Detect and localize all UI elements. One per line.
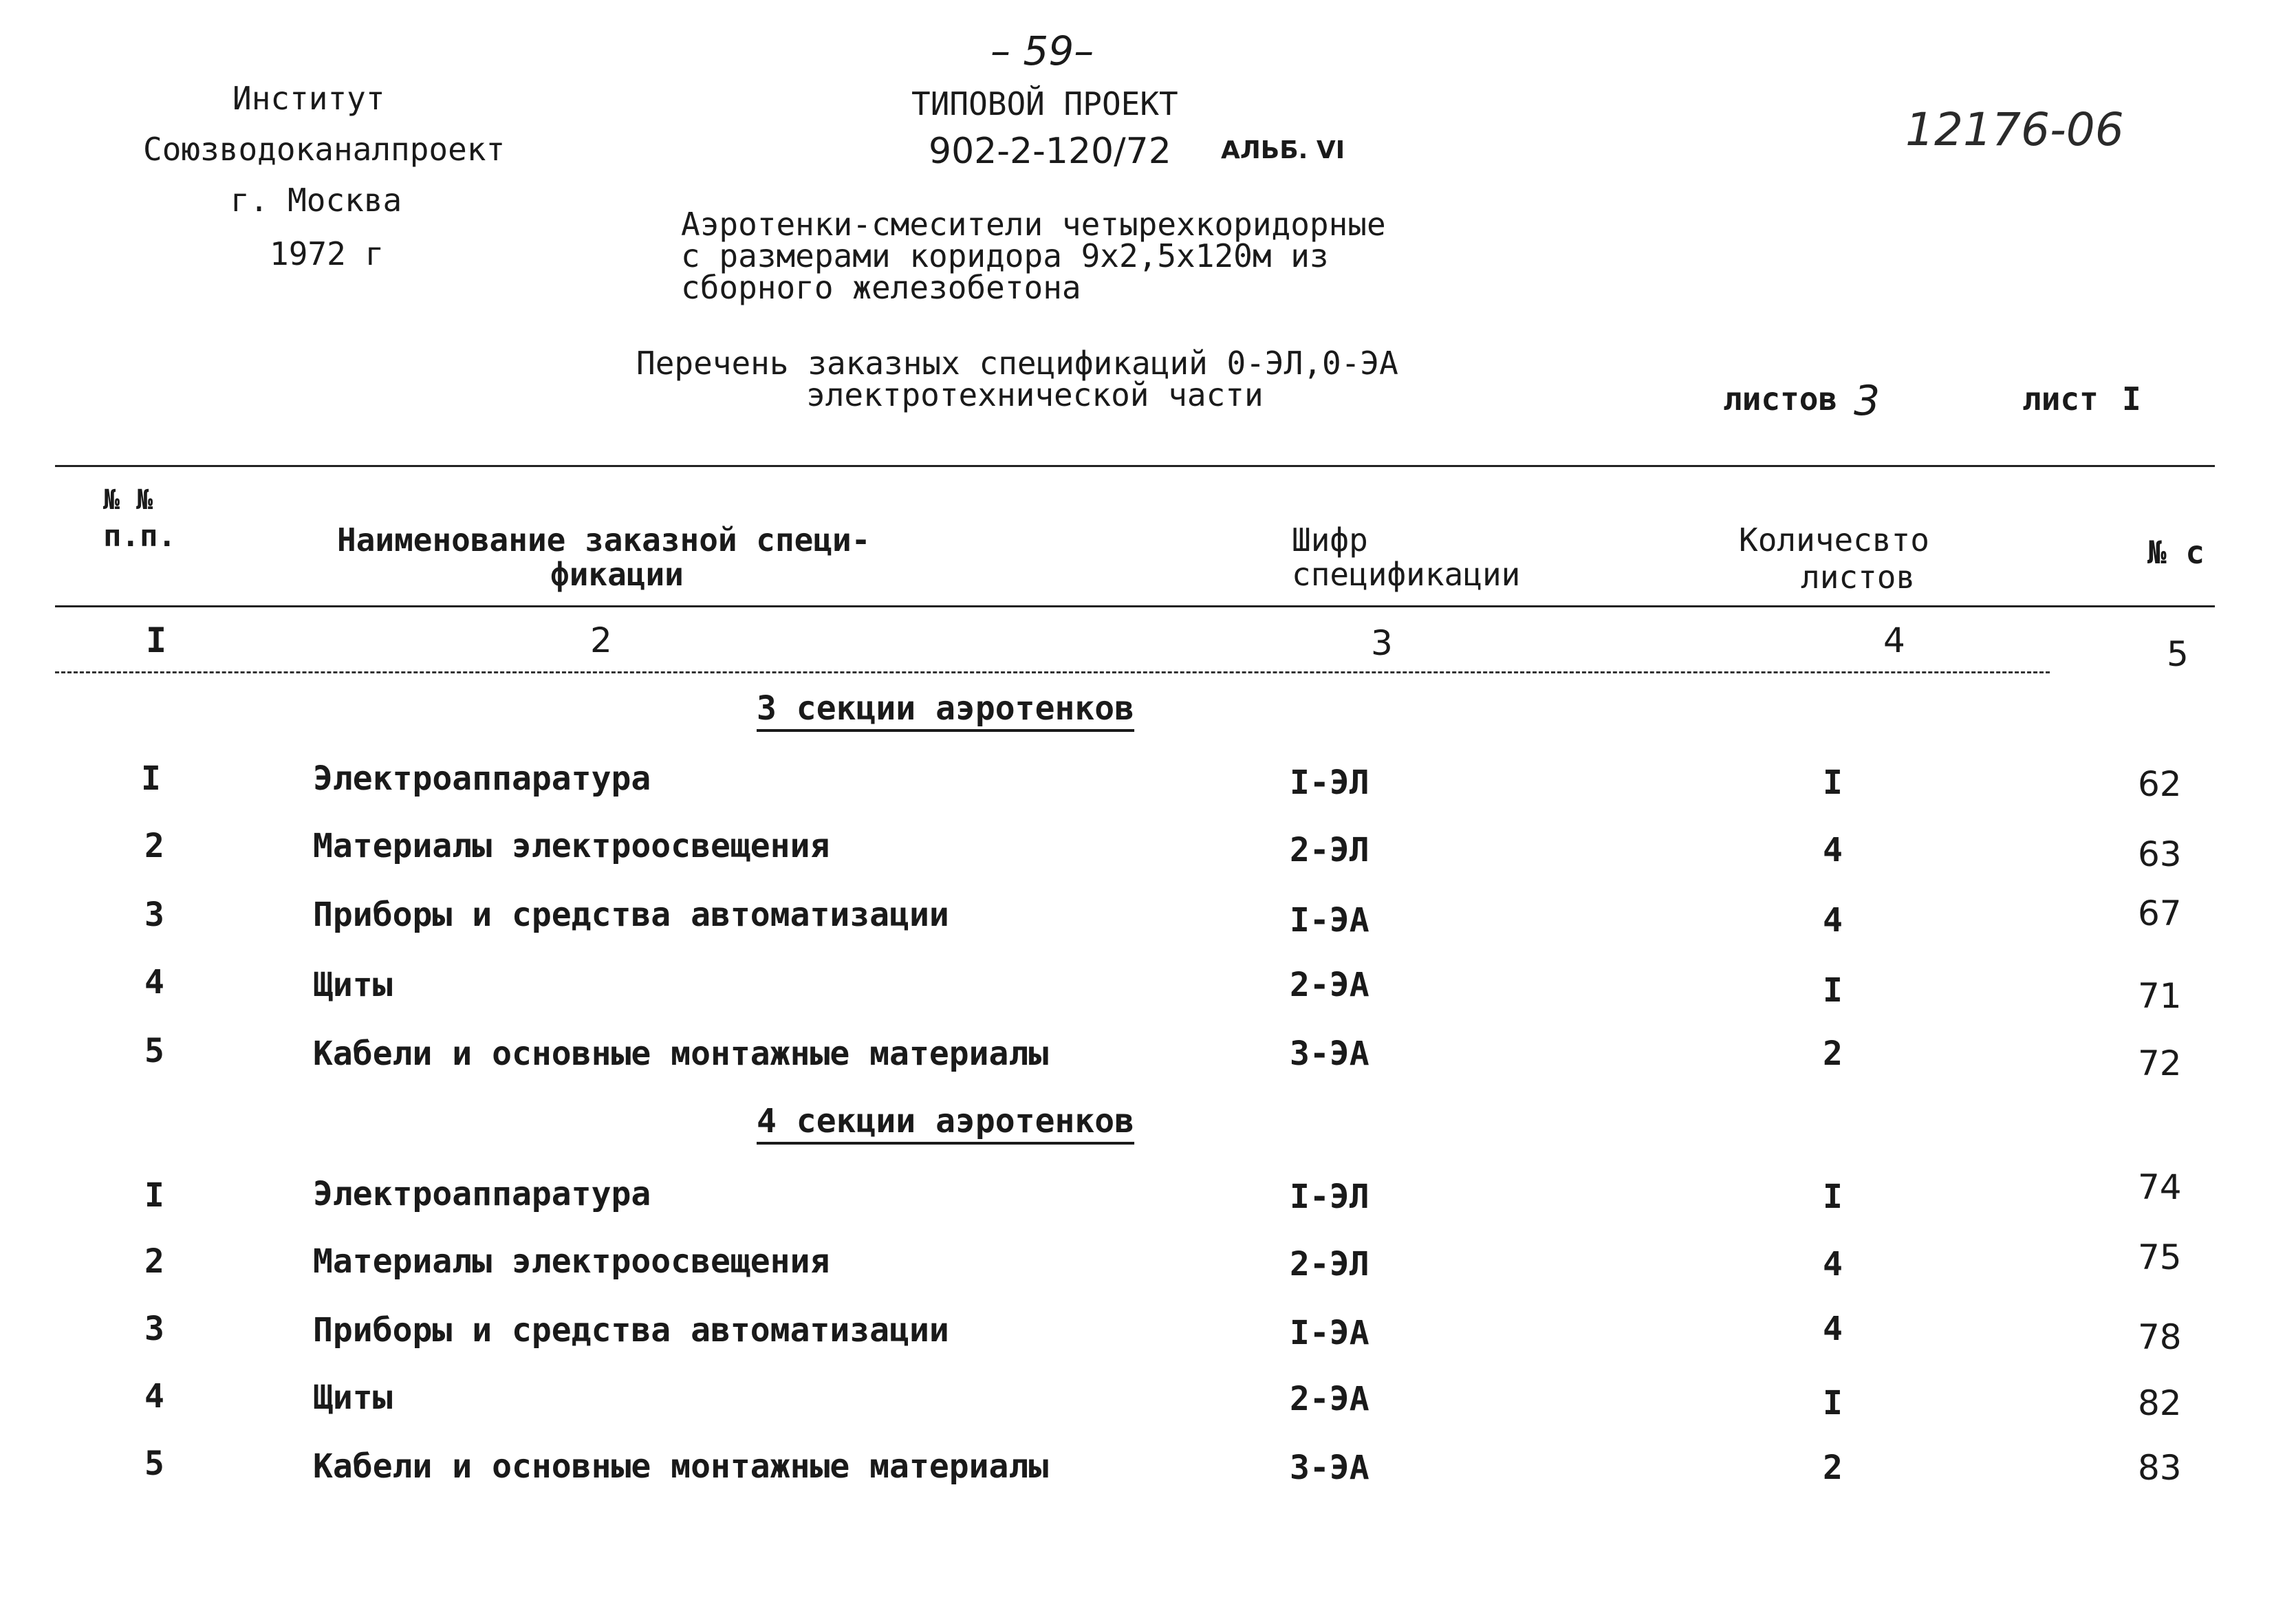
project-type-label: ТИПОВОЙ ПРОЕКТ	[911, 85, 1178, 122]
row-num: 2	[144, 1242, 164, 1281]
row-page: 62	[2138, 764, 2182, 804]
title-line-3: сборного железобетона	[681, 269, 1081, 306]
column-number: 4	[1883, 620, 1905, 660]
subtitle-line-2: электротехнической части	[806, 376, 1264, 413]
row-page: 83	[2138, 1448, 2182, 1488]
project-code: 12176-06	[1905, 103, 2124, 156]
row-qty: 4	[1823, 1310, 1843, 1348]
institute-year: 1972 г	[270, 235, 385, 272]
row-code: I-ЭА	[1290, 1314, 1369, 1352]
row-name: Электроаппаратура	[313, 1175, 651, 1213]
row-name: Приборы и средства автоматизации	[313, 896, 949, 934]
row-code: I-ЭЛ	[1290, 764, 1369, 802]
row-name: Кабели и основные монтажные материалы	[313, 1447, 1049, 1486]
row-code: 2-ЭЛ	[1290, 1245, 1369, 1284]
album-label: АЛЬБ. VI	[1221, 136, 1345, 164]
row-page: 78	[2138, 1317, 2182, 1357]
header-code-line2: спецификации	[1292, 556, 1521, 593]
row-page: 67	[2138, 894, 2182, 933]
row-page: 74	[2138, 1167, 2182, 1207]
row-num: 3	[144, 1310, 164, 1348]
row-qty: 4	[1823, 901, 1843, 940]
column-number: 3	[1371, 623, 1393, 663]
row-num: I	[144, 1176, 164, 1215]
row-num: 2	[144, 827, 164, 865]
column-number: 2	[590, 620, 612, 660]
row-name: Электроаппаратура	[313, 759, 651, 798]
column-number: 5	[2167, 634, 2189, 674]
sheet-label: лист	[2022, 380, 2099, 418]
row-qty: I	[1823, 1384, 1843, 1422]
row-page: 63	[2138, 834, 2182, 874]
row-code: I-ЭЛ	[1290, 1178, 1369, 1216]
row-page: 72	[2138, 1043, 2182, 1083]
row-name: Приборы и средства автоматизации	[313, 1311, 949, 1350]
table-top-rule	[55, 465, 2215, 467]
header-bottom-rule	[55, 605, 2215, 607]
row-qty: I	[1823, 1178, 1843, 1216]
row-name: Щиты	[313, 966, 393, 1004]
total-sheets-value: 3	[1854, 377, 1881, 425]
header-num-line2: п.п.	[103, 519, 176, 554]
header-num-line1: № №	[103, 484, 153, 516]
row-page: 75	[2138, 1237, 2182, 1277]
row-page: 71	[2138, 976, 2182, 1016]
header-code-line1: Шифр	[1292, 521, 1368, 559]
row-code: I-ЭА	[1290, 901, 1369, 940]
header-qty-line1: Количесвто	[1739, 521, 1929, 559]
header-name-line1: Наименование заказной специ-	[337, 521, 871, 559]
row-qty: 4	[1823, 1245, 1843, 1284]
total-sheets-label: листов	[1723, 380, 1838, 418]
row-num: 5	[144, 1032, 164, 1070]
sheet-value: I	[2122, 380, 2141, 418]
row-name: Материалы электроосвещения	[313, 1242, 830, 1281]
row-name: Материалы электроосвещения	[313, 827, 830, 865]
row-qty: 2	[1823, 1449, 1843, 1487]
column-number: I	[146, 620, 167, 660]
header-qty-line2: листов	[1801, 559, 1916, 596]
row-name: Щиты	[313, 1378, 393, 1417]
title-line-2: с размерами коридора 9х2,5х120м из	[681, 237, 1329, 274]
row-code: 3-ЭА	[1290, 1035, 1369, 1073]
institute-label: Институт	[232, 80, 385, 117]
institute-city: г. Москва	[230, 182, 402, 219]
subtitle-line-1: Перечень заказных спецификаций 0-ЭЛ,0-ЭА	[636, 345, 1398, 382]
section-title: 4 секции аэротенков	[757, 1102, 1135, 1140]
row-qty: I	[1823, 764, 1843, 802]
row-num: 4	[144, 1377, 164, 1416]
institute-name: Союзводоканалпроект	[143, 131, 506, 168]
project-number: 902-2-120/72	[929, 131, 1171, 172]
row-name: Кабели и основные монтажные материалы	[313, 1035, 1049, 1073]
column-number-rule	[55, 671, 2050, 673]
row-num: 4	[144, 963, 164, 1002]
title-line-1: Аэротенки-смесители четырехкоридорные	[681, 206, 1386, 243]
row-qty: 2	[1823, 1035, 1843, 1073]
row-code: 2-ЭА	[1290, 1380, 1369, 1418]
row-num: 3	[144, 896, 164, 934]
section-title: 3 секции аэротенков	[757, 689, 1135, 728]
row-qty: I	[1823, 971, 1843, 1010]
row-code: 2-ЭА	[1290, 966, 1369, 1004]
header-page: № с	[2147, 534, 2205, 571]
row-code: 3-ЭА	[1290, 1449, 1369, 1487]
row-num: 5	[144, 1444, 164, 1483]
row-code: 2-ЭЛ	[1290, 831, 1369, 869]
row-qty: 4	[1823, 831, 1843, 869]
header-name-line2: фикации	[550, 556, 684, 593]
row-page: 82	[2138, 1383, 2182, 1423]
page-number: – 59–	[990, 28, 1094, 74]
row-num: I	[141, 759, 161, 798]
